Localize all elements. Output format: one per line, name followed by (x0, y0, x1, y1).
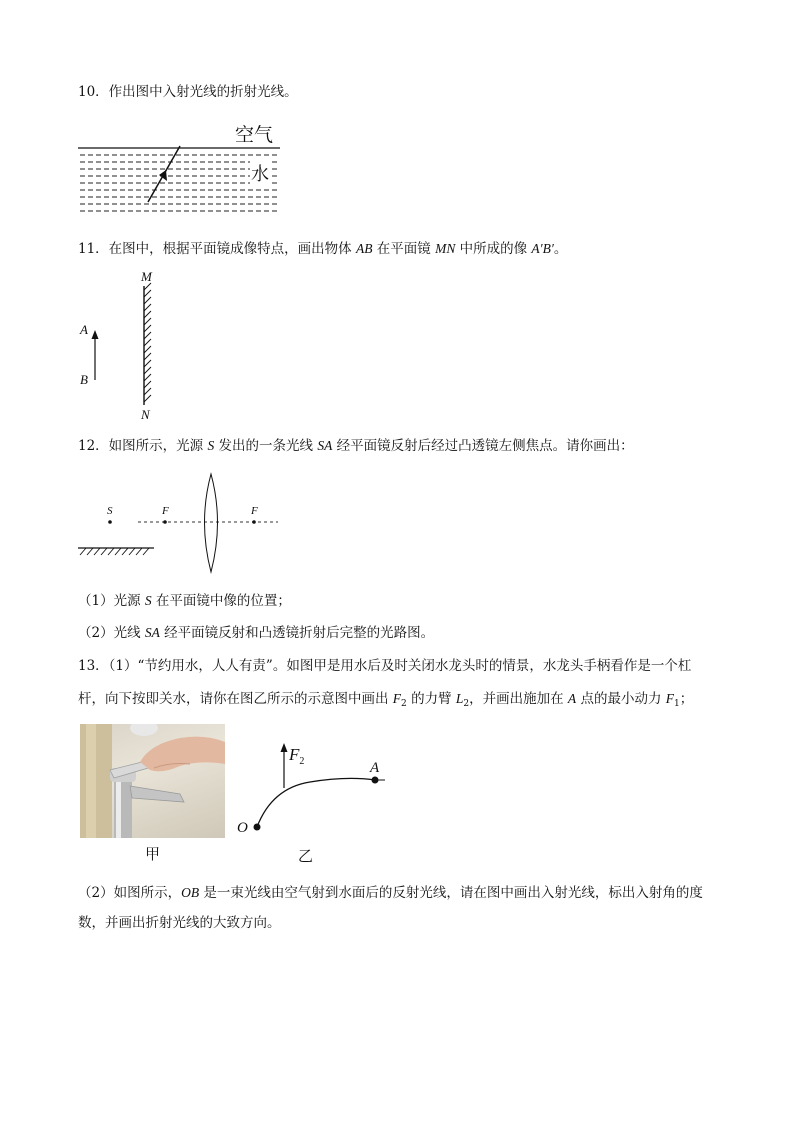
label-f-right: F (251, 505, 258, 517)
q12-sub1-end: 在平面镜中像的位置； (151, 593, 291, 609)
lever-label-a: A (370, 760, 380, 776)
q13-line2-c: ，并画出施加在 (469, 691, 568, 707)
q11-text (78, 239, 567, 259)
q12-text-end: 经平面镜反射后经过凸透镜左侧焦点。请你画出： (332, 438, 634, 454)
q13-lever-figure (232, 740, 402, 840)
q13-sub2-line1-a: （2）如图所示， (78, 885, 182, 901)
q13-sub2-line1 (78, 883, 703, 903)
q13-line2-d: 点的最小动力 (576, 691, 666, 707)
q13-f2: F (392, 691, 402, 706)
q12-figure (76, 470, 286, 580)
q12-text-mid: 发出的一条光线 (214, 438, 318, 454)
q11-text-prefix: 11．在图中，根据平面镜成像特点，画出物体 (78, 241, 356, 257)
q12-sa: SA (317, 438, 333, 453)
lever-label-f2-sub: 2 (299, 756, 305, 767)
q12-sub2-sa: SA (144, 625, 160, 640)
q12-text (78, 436, 634, 456)
q13-a: A (567, 691, 577, 706)
q13-line2-e: ； (679, 691, 694, 707)
faucet-photo (80, 724, 225, 838)
lever-label-f2-text: F (289, 745, 300, 764)
label-water: 水 (250, 160, 270, 186)
q12-sub1 (78, 591, 291, 611)
q12-sub2-prefix: （2）光线 (78, 625, 145, 641)
caption-jia: 甲 (145, 845, 161, 863)
q12-sub2 (78, 623, 434, 643)
caption-yi: 乙 (298, 847, 314, 865)
lever-label-f2 (289, 745, 304, 767)
q11-text-mid1: 在平面镜 (372, 241, 436, 257)
q12-sub2-end: 经平面镜反射和凸透镜折射后完整的光路图。 (159, 625, 435, 641)
label-f-left: F (162, 505, 169, 517)
label-m: M (141, 269, 152, 284)
q13-l2: L (455, 691, 464, 706)
q11-mn: MN (435, 241, 456, 256)
q13-line2-a: 杆，向下按即关水，请你在图乙所示的示意图中画出 (78, 691, 393, 707)
lever-label-o: O (237, 820, 248, 836)
q11-figure (78, 268, 168, 423)
q13-sub2-line1-b: 是一束光线由空气射到水面后的反射光线，请在图中画出入射光线，标出入射角的度 (199, 885, 703, 901)
q11-ab: AB (355, 241, 373, 256)
q10-text: 10．作出图中入射光线的折射光线。 (78, 84, 298, 100)
q13-l2-sub: 2 (463, 699, 470, 709)
q13-line2 (78, 689, 693, 714)
label-b: B (80, 372, 88, 387)
q11-text-end: 。 (553, 241, 568, 257)
q13-ob: OB (181, 885, 200, 900)
q13-line1: 13．（1）“节约用水，人人有责”。如图甲是用水后及时关闭水龙头时的情景，水龙头手柄看作是一个杠 (78, 658, 692, 674)
q13-f1: F (665, 691, 675, 706)
q12-sub1-s: S (144, 593, 152, 608)
label-air: 空气 (235, 124, 274, 146)
q13-f1-sub: 1 (674, 699, 680, 709)
q13-sub2-line2: 数，并画出折射光线的大致方向。 (78, 915, 281, 931)
q12-sub1-prefix: （1）光源 (78, 593, 145, 609)
q12-s: S (207, 438, 215, 453)
q13-line2-b: 的力臂 (406, 691, 456, 707)
q11-image-label: A′B′ (531, 241, 554, 256)
label-s: S (107, 505, 113, 517)
q11-text-mid2: 中所成的像 (455, 241, 532, 257)
q13-f2-sub: 2 (401, 699, 407, 709)
label-n: N (141, 407, 150, 422)
label-a: A (80, 322, 88, 337)
q12-text-prefix: 12．如图所示，光源 (78, 438, 208, 454)
